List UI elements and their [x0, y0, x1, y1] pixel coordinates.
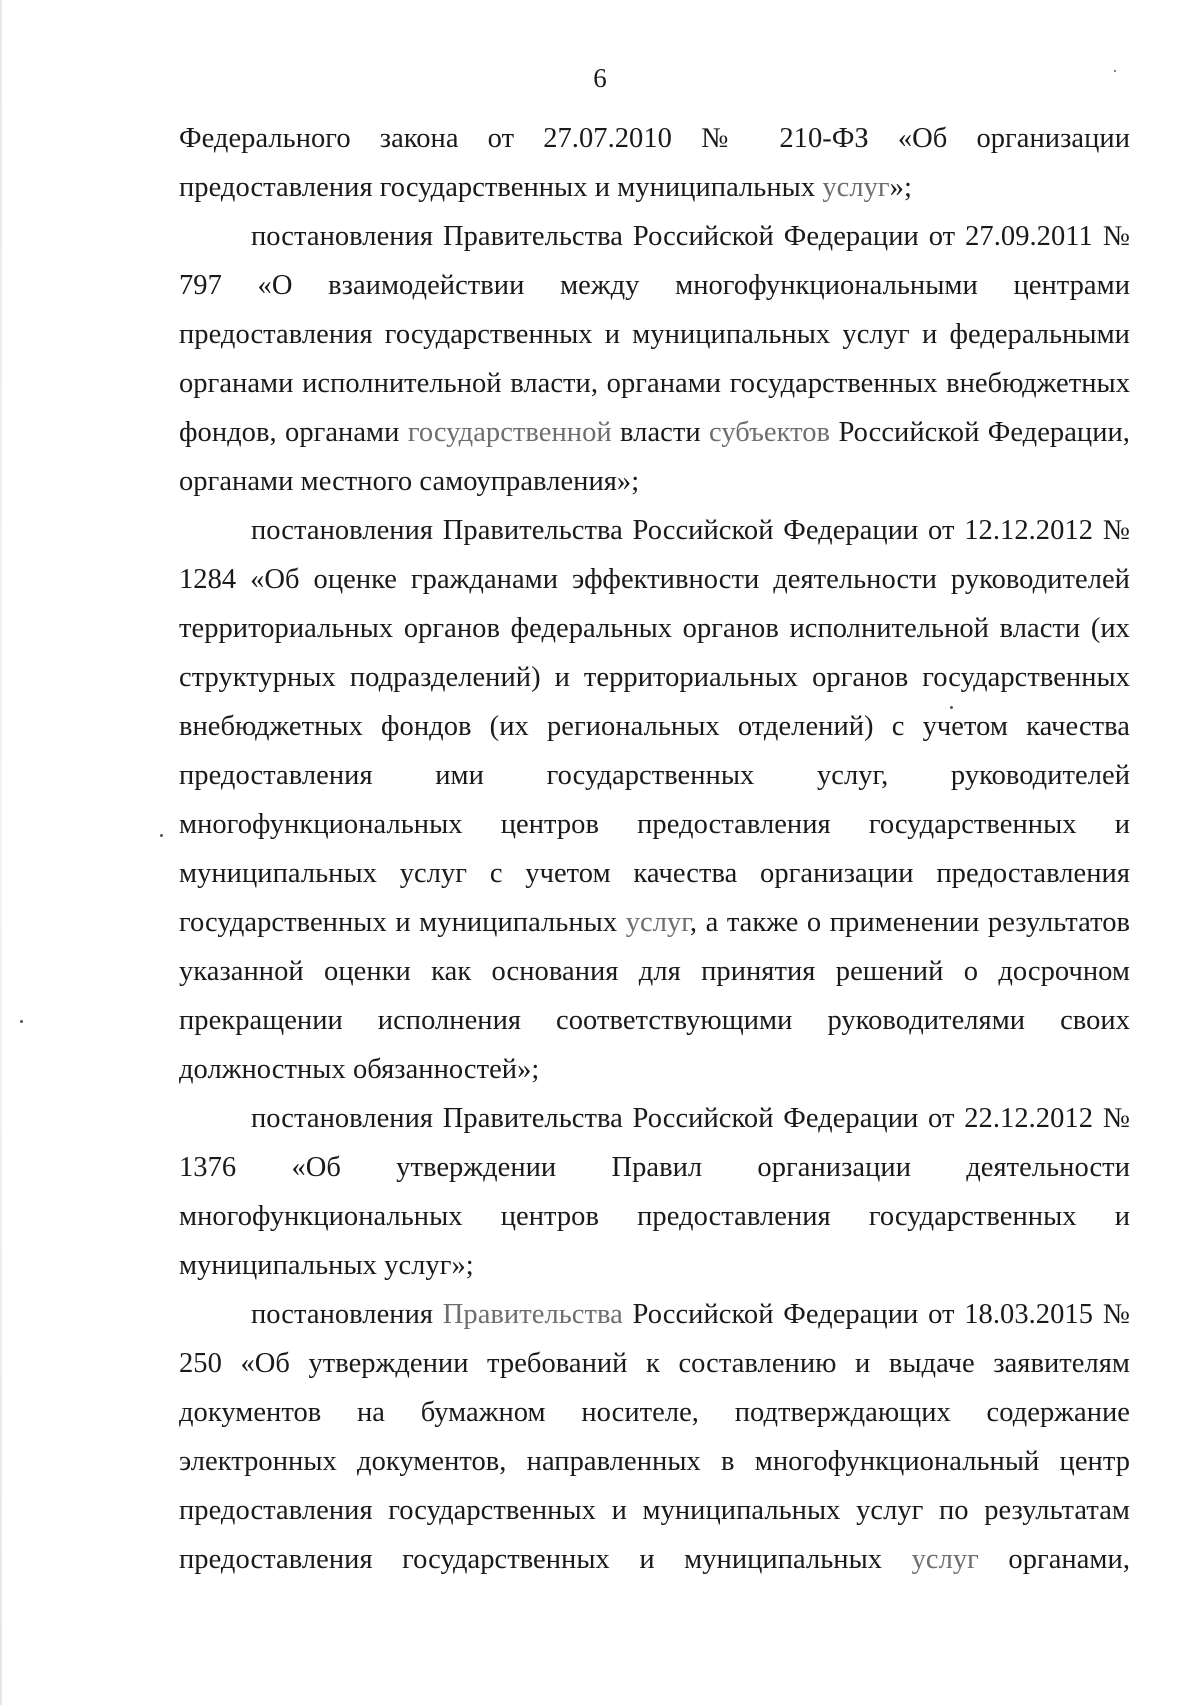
scan-speck [160, 834, 163, 837]
text-segment: , а также о применении результатов указанной оценки как основания для принятия решений о досрочном прекращении исполнения соответствующими руководителями своих должностных обязанностей»; [179, 907, 1131, 1085]
paragraph [179, 1094, 1130, 1290]
faded-text-segment: государственной [407, 417, 612, 448]
text-segment: постановления [251, 1299, 443, 1330]
faded-text-segment: услуг [822, 172, 890, 203]
document-body [179, 114, 1130, 1584]
scan-speck [950, 706, 953, 709]
faded-text-segment: услуг [911, 1544, 979, 1575]
text-segment: Российской Федерации от 18.03.2015 № 250 «Об утверждении требований к составлению и выдаче заявителям документов на бумажном носителе, подтверждающих содержание электронных документов, направленных в многофункциональный центр предоставления государственных и муниципальных услуг по результатам предоставления государственных и муниципальных [179, 1299, 1130, 1575]
text-segment: постановления Правительства Российской Федерации от 12.12.2012 № 1284 «Об оценке гражданами эффективности деятельности руководителей территориальных органов федеральных органов исполнительной власти (их структурных подразделений) и территориальных органов государственных внебюджетных фондов (их региональных отделений) с учетом качества предоставления ими государственных услуг, руководителей многофункциональных центров предоставления государственных и муниципальных услуг с учетом качества организации предоставления государственных и муниципальных [179, 515, 1130, 938]
scan-edge [0, 0, 2, 1705]
paragraph [179, 1290, 1130, 1584]
paragraph [179, 114, 1130, 212]
faded-text-segment: услуг [625, 907, 690, 938]
scan-speck [20, 1020, 23, 1023]
text-segment: постановления Правительства Российской Федерации от 27.09.2011 № 797 «О взаимодействии между многофункциональными центрами предоставления государственных и муниципальных услуг и федеральными органами исполнительной власти, органами государственных внебюджетных фондов, органами [179, 221, 1130, 448]
faded-text-segment: субъектов [709, 417, 831, 448]
paragraph [179, 506, 1130, 1094]
text-segment: Российской Федерации, органами местного самоуправления»; [179, 417, 1130, 497]
text-segment: постановления Правительства Российской Федерации от 22.12.2012 № 1376 «Об утверждении Правил организации деятельности многофункциональных центров предоставления государственных и муниципальных услуг»; [179, 1103, 1130, 1281]
page-number: 6 [593, 63, 607, 93]
scan-speck [1114, 70, 1116, 72]
text-segment: Федерального закона от 27.07.2010 № 210-ФЗ «Об организации предоставления государственных и муниципальных [179, 123, 1130, 203]
text-segment: власти [611, 417, 710, 448]
text-segment: »; [889, 172, 912, 203]
text-segment: органами, [978, 1544, 1130, 1575]
paragraph [179, 212, 1130, 506]
faded-text-segment: Правительства [442, 1299, 623, 1330]
